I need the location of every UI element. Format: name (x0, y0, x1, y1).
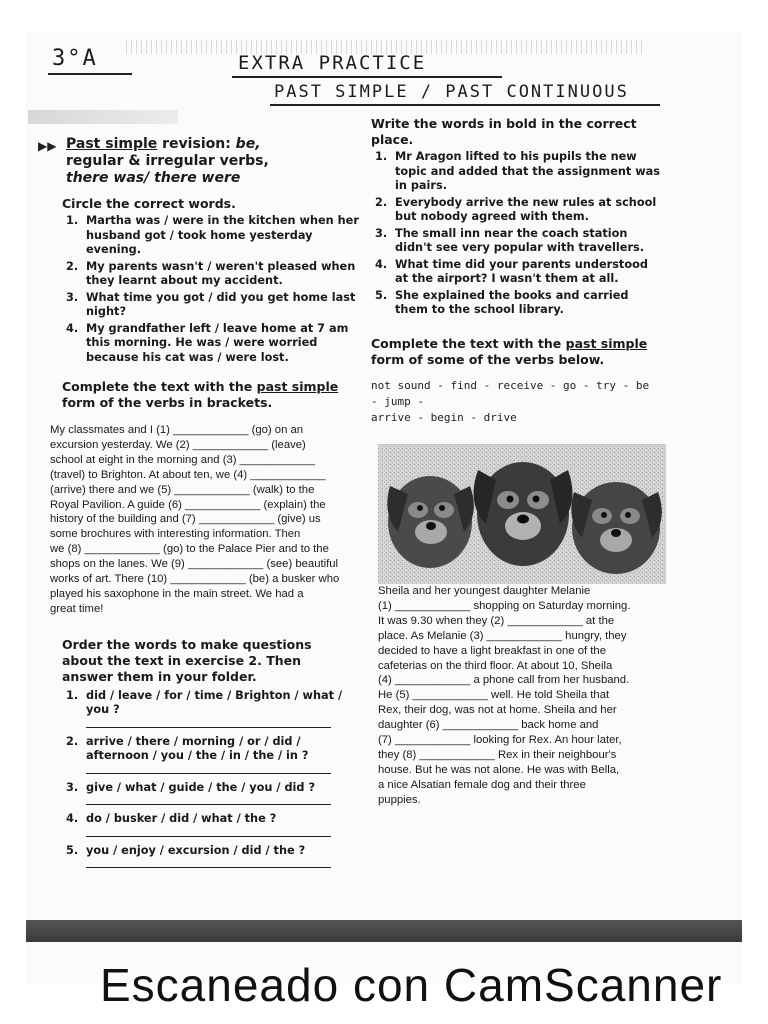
text-line: (7) ____________ looking for Rex. An hour later, (378, 734, 622, 747)
exercise-1-list (62, 214, 361, 365)
title-underline (232, 76, 502, 78)
text-line: place. As Melanie (3) ____________ hungry, they (378, 629, 627, 642)
item-text: The small inn near the coach station didn't see very popular with travellers. (395, 226, 645, 254)
ex1-item (62, 322, 361, 366)
ex3-item (62, 689, 361, 728)
section-title-part: be, (235, 136, 261, 152)
item-text: you / enjoy / excursion / did / the ? (86, 843, 306, 857)
instruction-part: form of the verbs in brackets. (62, 395, 273, 410)
item-number: 1. (66, 688, 79, 702)
text-line: (4) ____________ a phone call from her husband. (378, 674, 630, 687)
item-text: My parents wasn't / weren't pleased when they learnt about my accident. (86, 259, 356, 287)
ex1-item (62, 214, 361, 258)
text-line: (arrive) there and we (5) ____________ (walk) to the (50, 483, 315, 496)
exercise-4-list (371, 150, 661, 318)
text-line: they (8) ____________ Rex in their neighbour's (378, 748, 617, 761)
section-title (66, 136, 336, 187)
ex1-item (62, 260, 361, 289)
instruction-part: Complete the text with the (62, 379, 257, 394)
instruction-part: form of some of the verbs below. (371, 351, 605, 367)
exercise-2-instruction (62, 379, 361, 411)
text-line: decided to have a light breakfast in one of the (378, 644, 606, 657)
item-number: 3. (375, 226, 388, 240)
item-text: give / what / guide / the / you / did ? (86, 780, 315, 794)
grade-underline (48, 73, 132, 75)
exercise-3 (36, 637, 361, 869)
verb-list-line: not sound - find - receive - go - try - be - jump - (371, 378, 650, 408)
text-line: works of art. There (10) ____________ (be) a busker who (50, 573, 340, 586)
exercise-4-instruction: Write the words in bold in the correct place. (371, 116, 637, 147)
section-title-part: there was/ there were (66, 170, 241, 186)
answer-line[interactable] (86, 797, 331, 805)
text-line: My classmates and I (1) ____________ (go) on an (50, 424, 304, 436)
item-number: 1. (375, 150, 388, 163)
worksheet-title: EXTRA PRACTICE (238, 52, 427, 74)
section-title-part: regular & irregular verbs, (66, 153, 269, 169)
exercise-1 (36, 196, 361, 365)
worksheet-subtitle: PAST SIMPLE / PAST CONTINUOUS (274, 82, 629, 102)
exercise-1-instruction: Circle the correct words. (62, 196, 236, 211)
item-number: 2. (66, 259, 79, 273)
exercise-5-instruction (371, 336, 661, 368)
text-line: played his saxophone in the main street. We had a (50, 587, 304, 600)
instruction-part: past simple (565, 335, 648, 351)
subtitle-underline (270, 104, 660, 106)
ex4-item (371, 289, 661, 318)
text-line: daughter (6) ____________ back home and (378, 719, 599, 732)
item-text: Martha was / were in the kitchen when her husband got / took home yesterday evening. (86, 214, 359, 256)
text-line: cafeterias on the third floor. At about 10, Sheila (378, 659, 613, 672)
answer-line[interactable] (86, 720, 331, 728)
item-text: arrive / there / morning / or / did / afternoon / you / the / in / the / in ? (86, 734, 309, 763)
text-line: school at eight in the morning and (3) ____________ (50, 453, 316, 466)
section-header (36, 132, 361, 196)
text-line: we (8) ____________ (go) to the Palace Pier and to the (50, 543, 329, 556)
item-number: 2. (375, 195, 388, 209)
text-line: Sheila and her youngest daughter Melanie (378, 585, 591, 597)
text-line: (1) ____________ shopping on Saturday morning. (378, 599, 631, 612)
exercise-2 (36, 379, 361, 411)
ex3-item (62, 781, 361, 806)
text-line: puppies. (378, 793, 421, 806)
answer-line[interactable] (86, 860, 331, 868)
text-line: It was 9.30 when they (2) ____________ at the (378, 614, 615, 627)
item-text: What time you got / did you get home last night? (86, 290, 356, 318)
item-text: Everybody arrive the new rules at school but nobody agreed with them. (395, 195, 657, 223)
ex3-item (62, 812, 361, 837)
instruction-part: past simple (256, 379, 339, 394)
answer-line[interactable] (86, 829, 331, 837)
class-grade: 3°A (52, 46, 98, 71)
text-line: great time! (50, 602, 104, 615)
exercise-5-text (378, 584, 668, 808)
verb-list (371, 378, 661, 426)
faded-header-smudge (28, 110, 178, 124)
item-number: 4. (66, 321, 79, 335)
ex1-item (62, 291, 361, 320)
ex3-item (62, 735, 361, 774)
text-line: excursion yesterday. We (2) ____________ (leave) (50, 438, 306, 451)
section-title-part: Past simple (66, 136, 158, 152)
scanner-watermark: Escaneado con CamScanner (100, 959, 723, 1011)
section-title-part: revision: (157, 136, 236, 152)
ex4-item (371, 227, 661, 256)
item-text: She explained the books and carried them to the school library. (395, 288, 629, 316)
item-text: What time did your parents understood at the airport? I wasn't them at all. (395, 257, 648, 285)
item-text: did / leave / for / time / Brighton / what / you ? (86, 688, 343, 717)
item-text: Mr Aragon lifted to his pupils the new topic and added that the assignment was in pairs. (395, 150, 661, 192)
text-line: Rex, their dog, was not at home. Sheila and her (378, 704, 617, 717)
scan-edge-bar (26, 920, 742, 942)
item-number: 4. (66, 812, 79, 826)
item-number: 3. (66, 290, 79, 304)
text-line: some brochures with interesting information. Then (50, 528, 301, 541)
puppies-photo (378, 444, 666, 584)
text-line: house. But he was not alone. He was with Bella, (378, 763, 620, 776)
ex4-item (371, 258, 661, 287)
text-line: shops on the lanes. We (9) ____________ (see) beautiful (50, 558, 339, 571)
text-line: He (5) ____________ well. He told Sheila that (378, 689, 610, 702)
item-number: 2. (66, 734, 79, 748)
text-line: (travel) to Brighton. At about ten, we (4) ____________ (50, 468, 326, 481)
answer-line[interactable] (86, 766, 331, 774)
item-number: 4. (375, 257, 388, 271)
instruction-part: Complete the text with the (371, 335, 566, 351)
dogs-image (378, 444, 666, 584)
ex3-item (62, 844, 361, 869)
text-line: Royal Pavilion. A guide (6) ____________ (explain) the (50, 498, 326, 511)
exercise-3-list (62, 689, 361, 869)
ex4-item (371, 196, 661, 225)
worksheet-page (26, 32, 742, 984)
item-text: do / busker / did / what / the ? (86, 812, 277, 826)
item-number: 5. (375, 288, 388, 302)
item-number: 3. (66, 780, 79, 794)
item-number: 5. (66, 843, 79, 857)
ex4-item (371, 150, 661, 194)
item-number: 1. (66, 214, 79, 227)
right-column (371, 116, 661, 426)
text-line: a nice Alsatian female dog and their three (378, 778, 586, 791)
item-text: My grandfather left / leave home at 7 am this morning. He was / were worried because his cat was / were lost. (86, 321, 349, 364)
exercise-3-instruction: Order the words to make questions about the text in exercise 2. Then answer them in your folder. (62, 636, 312, 684)
left-column (36, 132, 361, 875)
exercise-2-text (36, 423, 340, 617)
text-line: history of the building and (7) ____________ (give) us (50, 513, 321, 526)
exercise-4 (371, 116, 661, 318)
exercise-5 (371, 336, 661, 426)
verb-list-line: arrive - begin - drive (371, 410, 517, 424)
double-arrow-icon: ▶▶ (38, 139, 57, 153)
